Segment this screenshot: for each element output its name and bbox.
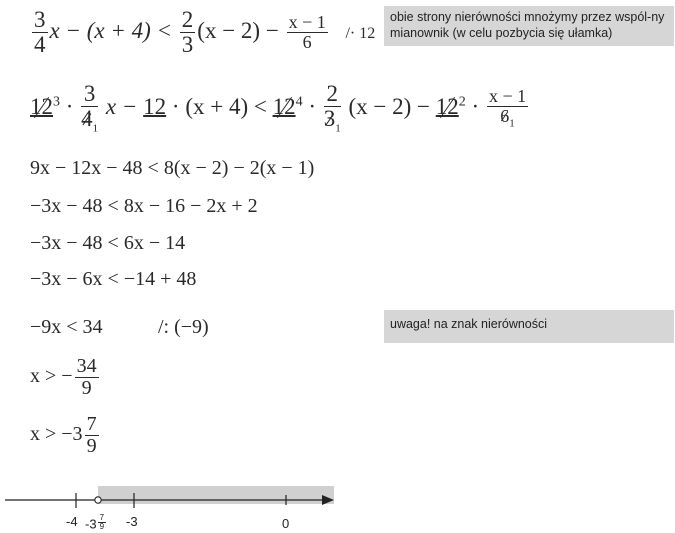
expression-part: (x − 2) − xyxy=(197,17,279,43)
label-minus-3-7-9: -3 $\frac{7}{9}$ xyxy=(85,513,105,532)
expression-part: x − (x + 4) < xyxy=(49,17,173,43)
note-sign-warning: uwaga! na znak nierówności xyxy=(384,310,674,343)
multiply-operation: /· 12 xyxy=(345,24,376,42)
fraction-x-minus-1-over-6: $\frac{x - 1}{6}$ xyxy=(288,12,326,53)
step-2: −3x − 48 < 8x − 16 − 2x + 2 xyxy=(30,195,258,217)
cancelled-twelve: 12 xyxy=(30,93,53,119)
cancelled-twelve: 12 xyxy=(272,93,296,119)
step-1: 9x − 12x − 48 < 8(x − 2) − 2(x − 1) xyxy=(30,157,315,179)
note-common-denominator: obie strony nierówności mnożymy przez wspól-ny mianownik (w celu pozbycia się ułamka) xyxy=(384,6,674,46)
step-3: −3x − 48 < 6x − 14 xyxy=(30,232,186,254)
fraction-three-quarters-cancel: $\frac{3}{4_1}$ xyxy=(81,81,99,135)
fraction-two-thirds: $\frac{2}{3}$ xyxy=(181,7,194,58)
step-5: −9x < 34 xyxy=(30,316,103,338)
divide-operation: /: (−9) xyxy=(158,316,209,338)
fraction-three-quarters: $\frac{3}{4}$ xyxy=(34,7,46,58)
label-minus-3: -3 xyxy=(126,514,138,529)
fraction-x-minus-1-cancel: $\frac{x - 1}{6_1}$ xyxy=(488,86,527,130)
underlined-twelve: 12 xyxy=(143,93,167,119)
inequality-multiplied: $12^3$ · $\frac{3}{4_1}$ $x - 12 \cdot (x + 4) < 12^4$ · $\frac{2}{3_1}$ $(x - 2) - 12^2$ · $\frac{x - 1}{6_1}$ xyxy=(30,81,527,135)
label-zero: 0 xyxy=(282,516,290,531)
inequality-original xyxy=(30,8,375,57)
result-mixed: x > −3 $\frac{7}{9}$ xyxy=(30,413,97,457)
result-fraction: x > − $\frac{34}{9}$ xyxy=(30,355,97,399)
fraction-two-thirds-cancel: $\frac{2}{3_1}$ xyxy=(323,81,341,135)
step-4: −3x − 6x < −14 + 48 xyxy=(30,268,197,290)
cancelled-twelve: 12 xyxy=(435,93,459,119)
open-endpoint xyxy=(95,497,101,503)
label-minus-4: -4 xyxy=(66,514,78,529)
